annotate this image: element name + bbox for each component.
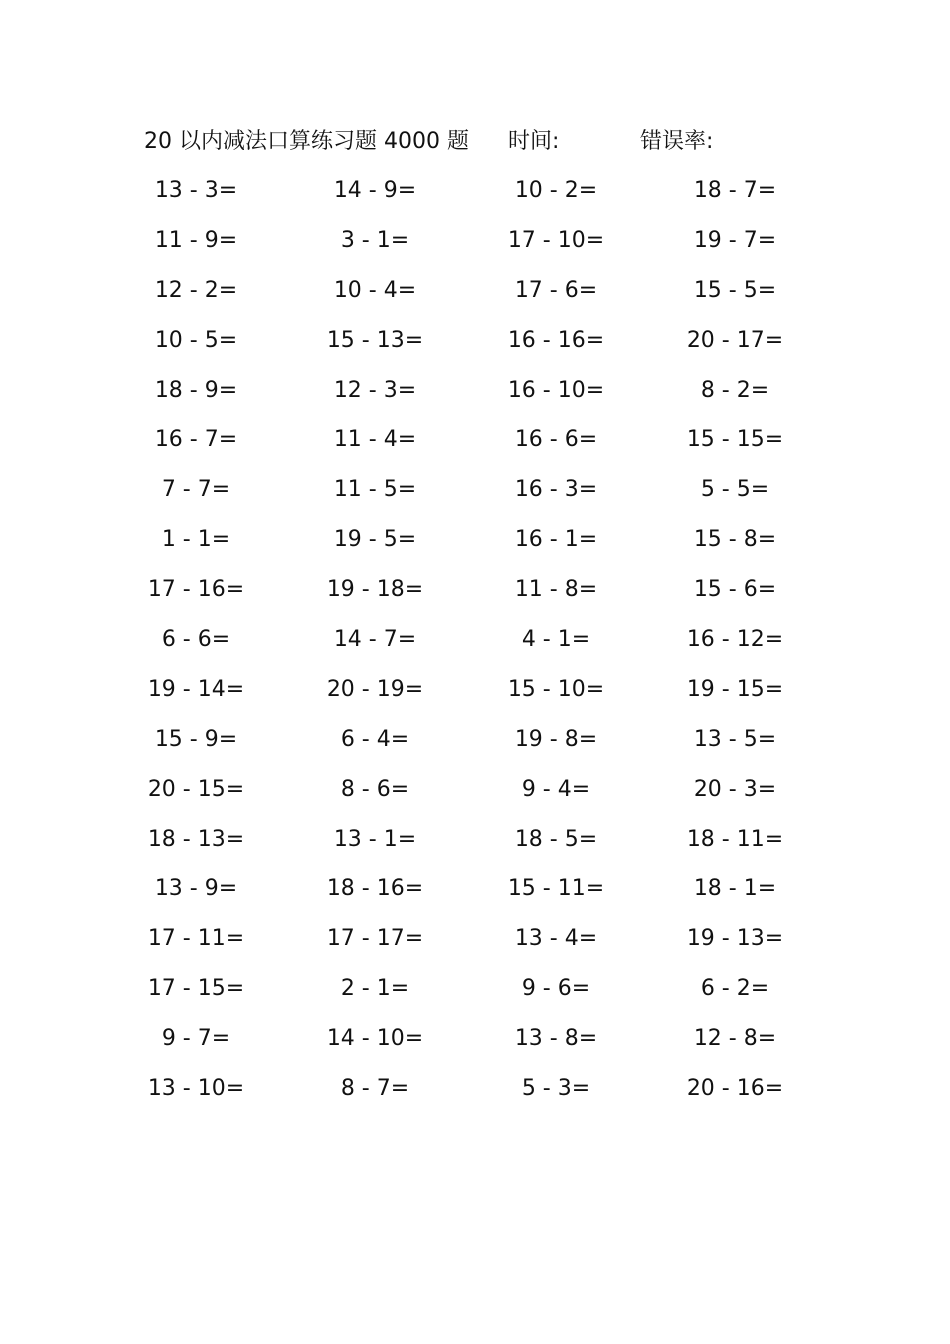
problem-row [0, 572, 950, 622]
problem-item: 12 - 2= [154, 277, 238, 303]
problem-item: 13 - 4= [514, 926, 598, 952]
problem-item: 4 - 1= [521, 627, 591, 653]
problem-item: 7 - 7= [161, 477, 231, 503]
problem-row [0, 1071, 950, 1121]
problem-item: 14 - 7= [333, 627, 417, 653]
problem-item: 15 - 15= [686, 427, 784, 453]
problem-row [0, 971, 950, 1021]
problem-item: 15 - 13= [326, 327, 424, 353]
problem-row [0, 672, 950, 722]
problem-item: 20 - 16= [686, 1076, 784, 1102]
problem-row [0, 822, 950, 872]
problem-item: 13 - 8= [514, 1026, 598, 1052]
problem-item: 13 - 10= [147, 1076, 245, 1102]
problem-item: 10 - 5= [154, 327, 238, 353]
problem-item: 6 - 2= [700, 976, 770, 1002]
problem-item: 20 - 3= [693, 776, 777, 802]
problem-item: 12 - 3= [333, 377, 417, 403]
problem-item: 1 - 1= [161, 527, 231, 553]
problem-item: 15 - 6= [693, 577, 777, 603]
problem-item: 15 - 5= [693, 277, 777, 303]
problem-item: 6 - 4= [340, 726, 410, 752]
problem-item: 14 - 10= [326, 1026, 424, 1052]
problem-row [0, 223, 950, 273]
problem-item: 13 - 9= [154, 876, 238, 902]
problem-item: 9 - 6= [521, 976, 591, 1002]
problem-item: 19 - 5= [333, 527, 417, 553]
problem-row [0, 871, 950, 921]
problem-item: 16 - 3= [514, 477, 598, 503]
problem-row [0, 622, 950, 672]
problem-item: 18 - 7= [693, 178, 777, 203]
problem-item: 3 - 1= [340, 227, 410, 253]
problem-item: 19 - 7= [693, 227, 777, 253]
problem-item: 20 - 15= [147, 776, 245, 802]
problem-row [0, 772, 950, 822]
problem-item: 16 - 7= [154, 427, 238, 453]
problem-item: 17 - 6= [514, 277, 598, 303]
problem-item: 13 - 3= [154, 178, 238, 203]
problem-row [0, 1021, 950, 1071]
problem-item: 18 - 1= [693, 876, 777, 902]
problem-item: 18 - 5= [514, 826, 598, 852]
problem-row [0, 522, 950, 572]
problem-item: 11 - 4= [333, 427, 417, 453]
problem-item: 19 - 13= [686, 926, 784, 952]
worksheet-title: 20 以内减法口算练习题 4000 题 [144, 129, 469, 154]
problem-item: 12 - 8= [693, 1026, 777, 1052]
problem-item: 2 - 1= [340, 976, 410, 1002]
problem-row [0, 323, 950, 373]
problem-item: 17 - 17= [326, 926, 424, 952]
problem-item: 18 - 11= [686, 826, 784, 852]
problem-item: 11 - 5= [333, 477, 417, 503]
problem-item: 16 - 10= [507, 377, 605, 403]
problem-item: 8 - 7= [340, 1076, 410, 1102]
problem-item: 11 - 8= [514, 577, 598, 603]
problem-item: 13 - 5= [693, 726, 777, 752]
problem-item: 8 - 2= [700, 377, 770, 403]
problem-item: 9 - 4= [521, 776, 591, 802]
problem-row [0, 173, 950, 223]
problem-item: 14 - 9= [333, 178, 417, 203]
problem-item: 15 - 9= [154, 726, 238, 752]
problem-item: 9 - 7= [161, 1026, 231, 1052]
problem-item: 19 - 8= [514, 726, 598, 752]
problem-item: 15 - 10= [507, 676, 605, 702]
problem-item: 18 - 16= [326, 876, 424, 902]
problem-item: 19 - 14= [147, 676, 245, 702]
problem-item: 19 - 18= [326, 577, 424, 603]
problem-row [0, 273, 950, 323]
problem-item: 18 - 9= [154, 377, 238, 403]
problem-item: 5 - 3= [521, 1076, 591, 1102]
problem-item: 15 - 11= [507, 876, 605, 902]
problem-item: 17 - 15= [147, 976, 245, 1002]
problem-row [0, 422, 950, 472]
problem-item: 11 - 9= [154, 227, 238, 253]
problem-row [0, 472, 950, 522]
problem-item: 19 - 15= [686, 676, 784, 702]
problem-item: 17 - 10= [507, 227, 605, 253]
problem-item: 10 - 4= [333, 277, 417, 303]
problem-item: 8 - 6= [340, 776, 410, 802]
problem-item: 16 - 12= [686, 627, 784, 653]
problem-item: 5 - 5= [700, 477, 770, 503]
problem-item: 15 - 8= [693, 527, 777, 553]
problem-item: 17 - 11= [147, 926, 245, 952]
problem-item: 16 - 16= [507, 327, 605, 353]
time-label: 时间: [508, 129, 560, 154]
problem-item: 16 - 6= [514, 427, 598, 453]
problem-item: 18 - 13= [147, 826, 245, 852]
error-rate-label: 错误率: [640, 129, 714, 154]
problem-row [0, 373, 950, 423]
problem-row [0, 722, 950, 772]
problem-item: 13 - 1= [333, 826, 417, 852]
problem-row [0, 921, 950, 971]
problem-item: 17 - 16= [147, 577, 245, 603]
problem-item: 6 - 6= [161, 627, 231, 653]
problem-item: 20 - 19= [326, 676, 424, 702]
problem-grid [0, 173, 950, 1121]
problem-item: 10 - 2= [514, 178, 598, 203]
problem-item: 20 - 17= [686, 327, 784, 353]
problem-item: 16 - 1= [514, 527, 598, 553]
